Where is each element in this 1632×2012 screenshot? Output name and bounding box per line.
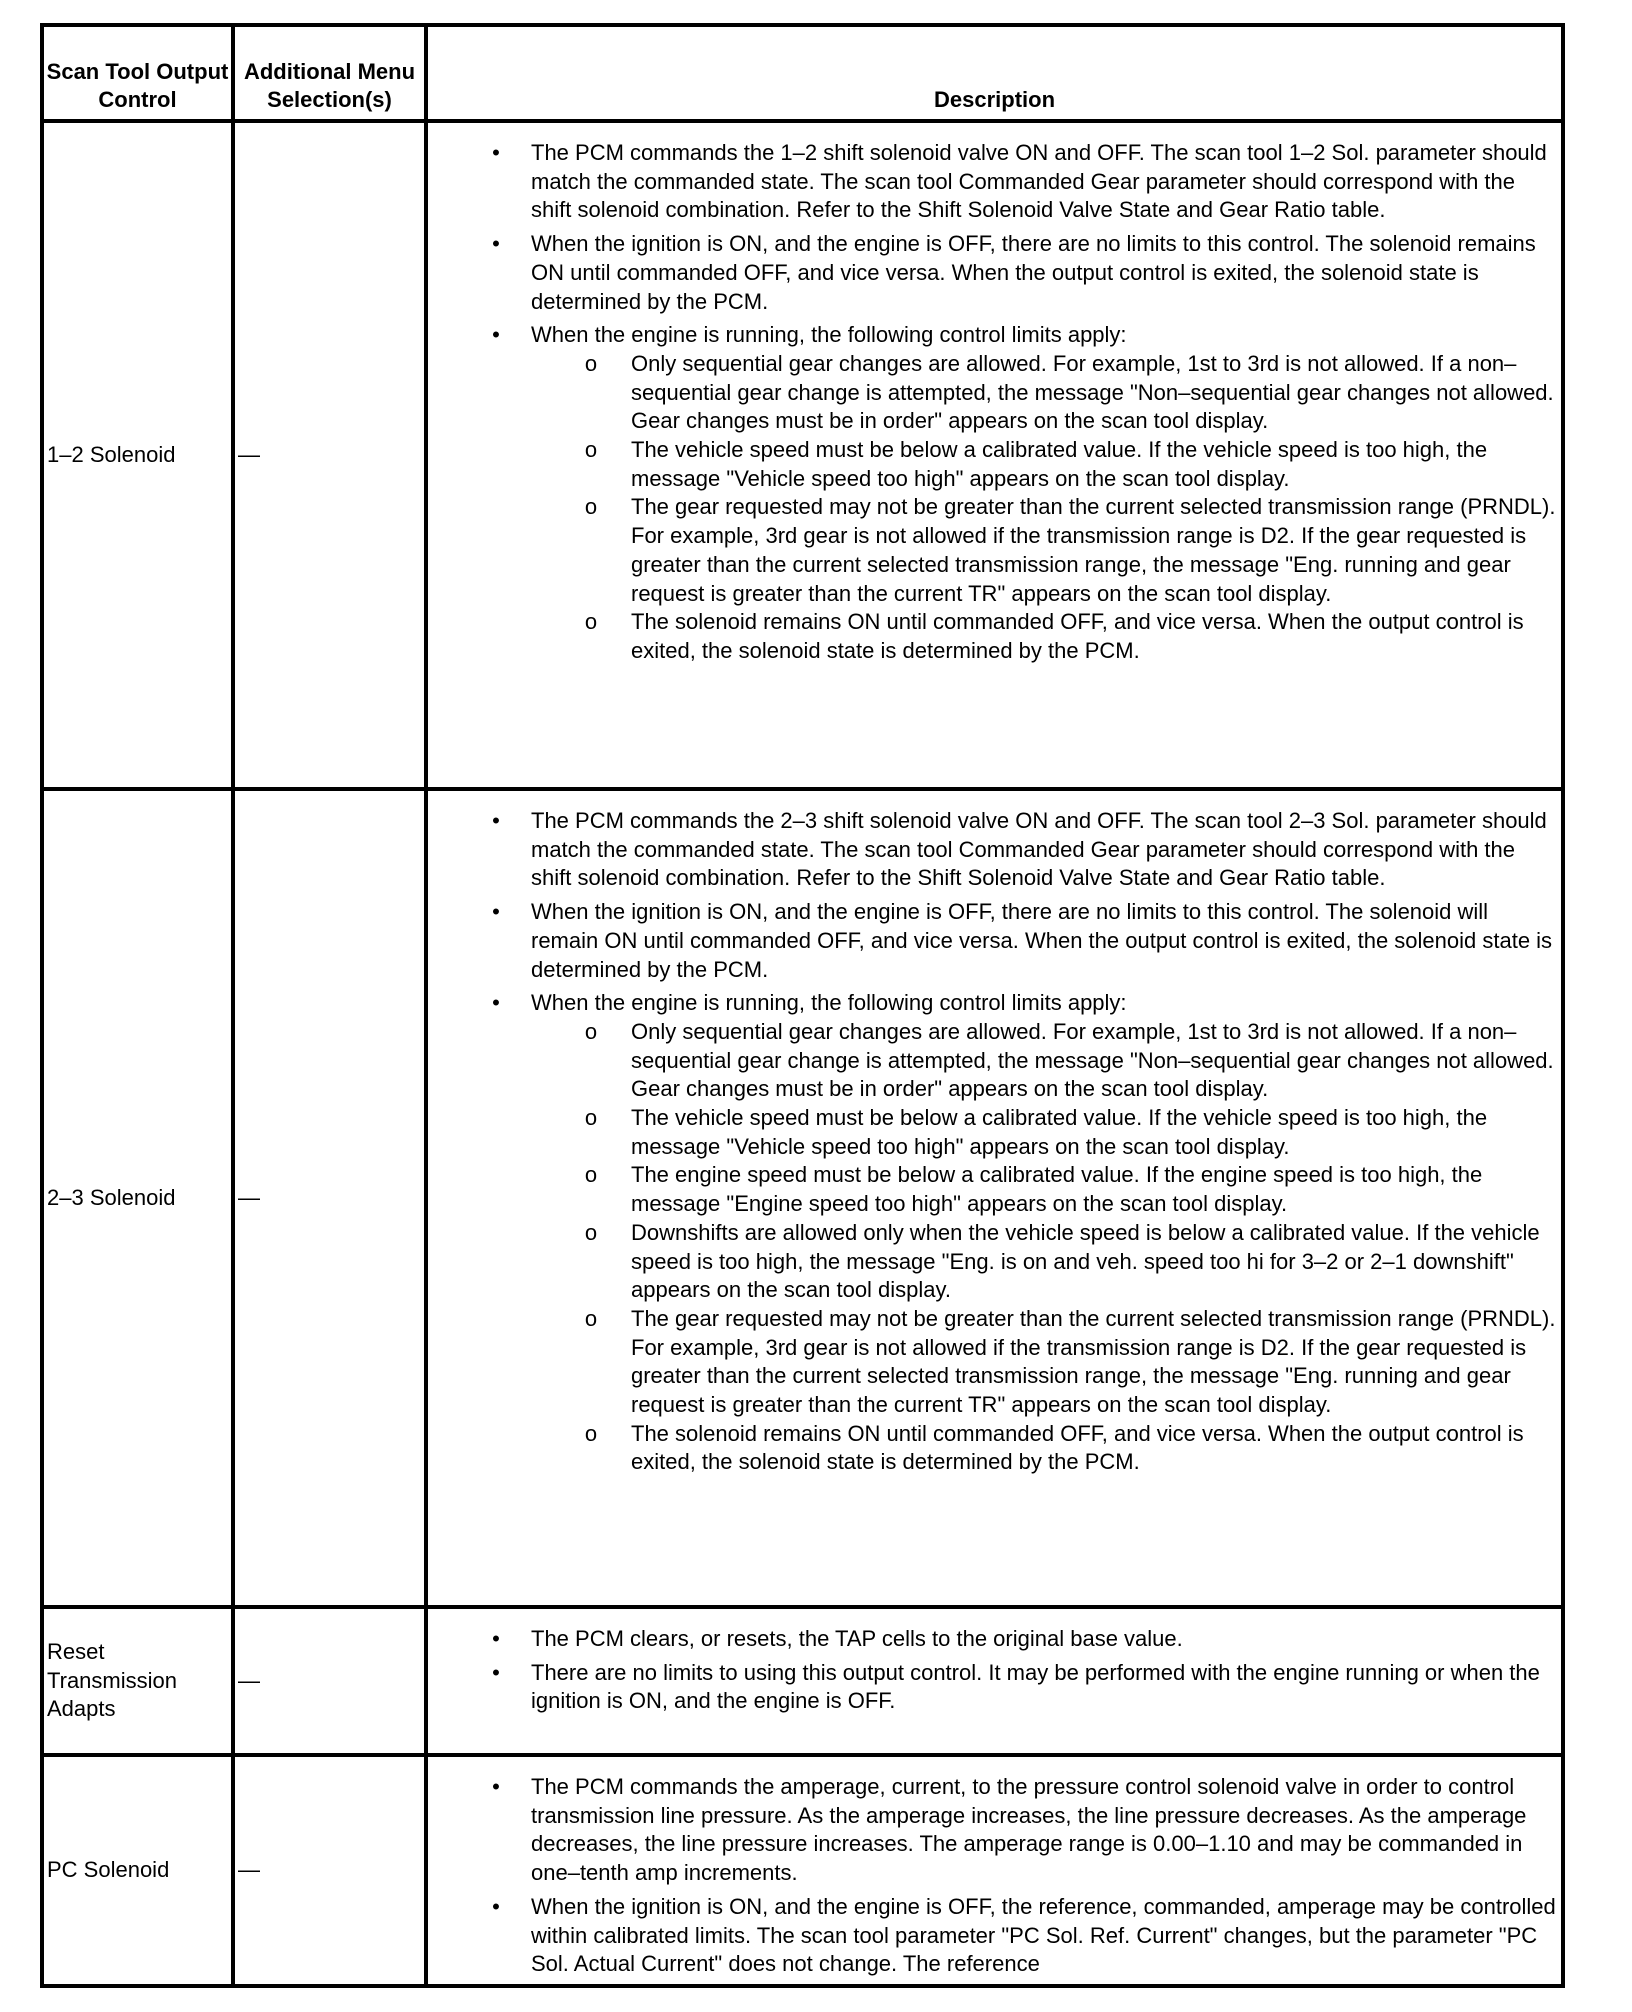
output-control-cell: 2–3 Solenoid [42,789,233,1607]
bullet-icon: • [492,1659,500,1685]
sub-bullet-text: The solenoid remains ON until commanded OFF, and vice versa. When the output control is exited, the solenoid state is determined by the PCM. [631,1420,1524,1475]
header-description: Description [426,25,1563,121]
bullet-list [428,139,1557,666]
bullet-text: The PCM clears, or resets, the TAP cells to the original base value. [531,1626,1183,1651]
output-control-cell: PC Solenoid [42,1755,233,1986]
sub-bullet-item [428,436,1557,493]
bullet-item [428,139,1557,225]
bullet-icon: • [492,899,500,925]
sub-bullet-text: The vehicle speed must be below a calibrated value. If the vehicle speed is too high, the message "Vehicle speed too high" appears on the scan tool display. [631,1105,1488,1159]
sub-bullet-text: Only sequential gear changes are allowed. For example, 1st to 3rd is not allowed. If a non–sequential gear change is attempted, the message "Non–sequential gear changes not allowed. Gear changes must be in order" appears on the scan tool display. [631,350,1554,434]
output-control-table [40,23,1565,1988]
output-control-cell: 1–2 Solenoid [42,121,233,789]
table-header-row [42,25,1563,121]
circle-bullet-icon: o [584,437,598,463]
circle-bullet-icon: o [584,1018,598,1044]
bullet-item [428,1773,1557,1888]
bullet-item [428,989,1557,1477]
bullet-item [428,807,1557,893]
bullet-icon: • [492,231,500,257]
bullet-list [428,1773,1557,1979]
table-row [42,1755,1563,1986]
bullet-item [428,321,1557,665]
bullet-text: The PCM commands the amperage, current, to the pressure control solenoid valve in order to control transmission line pressure. As the amperage increases, the line pressure decreases. As the amperage decreases, the line pressure increases. The amperage range is 0.00–1.10 and may be commanded in one–tenth amp increments. [531,1774,1527,1886]
bullet-text: When the engine is running, the following control limits apply: [531,322,1127,348]
bullet-icon: • [492,1774,500,1799]
menu-selection-cell: — [233,1607,426,1755]
sub-bullet-item [428,1305,1557,1420]
bullet-icon: • [492,990,500,1016]
sub-bullet-text: The gear requested may not be greater than the current selected transmission range (PRNDL). For example, 3rd gear is not allowed if the transmission range is D2. If the gear requested is greater than the current selected transmission range, the message "Eng. running and gear request is greater than the current TR" appears on the scan tool display. [631,1305,1556,1418]
sub-bullet-list [428,1018,1557,1477]
bullet-list [428,1625,1557,1716]
sub-bullet-item [428,1219,1557,1305]
menu-selection-cell: — [233,789,426,1607]
bullet-item [428,1625,1557,1654]
circle-bullet-icon: o [584,1105,598,1131]
sub-bullet-item [428,493,1557,608]
sub-bullet-item [428,1104,1557,1161]
menu-selection-cell: — [233,1755,426,1986]
sub-bullet-text: The gear requested may not be greater than the current selected transmission range (PRNDL). For example, 3rd gear is not allowed if the transmission range is D2. If the gear requested is greater than the current selected transmission range, the message "Eng. running and gear request is greater than the current TR" appears on the scan tool display. [631,494,1556,606]
bullet-text: There are no limits to using this output control. It may be performed with the engine running or when the ignition is ON, and the engine is OFF. [531,1659,1540,1714]
bullet-icon: • [492,808,500,833]
bullet-icon: • [492,322,500,348]
bullet-icon: • [492,1626,500,1651]
sub-bullet-item [428,350,1557,436]
circle-bullet-icon: o [584,1162,598,1188]
sub-bullet-text: Only sequential gear changes are allowed. For example, 1st to 3rd is not allowed. If a non–sequential gear change is attempted, the message "Non–sequential gear changes not allowed. Gear changes must be in order" appears on the scan tool display. [631,1018,1554,1102]
sub-bullet-item [428,608,1557,665]
table-row [42,121,1563,789]
bullet-text: When the ignition is ON, and the engine is OFF, there are no limits to this control. The solenoid remains ON until commanded OFF, and vice versa. When the output control is exited, the solenoid state is determined by the PCM. [531,231,1536,314]
circle-bullet-icon: o [584,1219,598,1245]
bullet-item [428,1893,1557,1979]
table-row [42,1607,1563,1755]
circle-bullet-icon: o [584,1420,598,1446]
description-cell [426,789,1563,1607]
circle-bullet-icon: o [584,609,598,635]
sub-bullet-text: The engine speed must be below a calibrated value. If the engine speed is too high, the message "Engine speed too high" appears on the scan tool display. [631,1162,1483,1217]
bullet-text: The PCM commands the 1–2 shift solenoid valve ON and OFF. The scan tool 1–2 Sol. parameter should match the commanded state. The scan tool Commanded Gear parameter should correspond with the shift solenoid combination. Refer to the Shift Solenoid Valve State and Gear Ratio table. [531,140,1547,223]
menu-selection-cell: — [233,121,426,789]
header-output-control: Scan Tool Output Control [42,25,233,121]
bullet-list [428,807,1557,1477]
description-cell [426,1607,1563,1755]
header-menu-selection: Additional Menu Selection(s) [233,25,426,121]
circle-bullet-icon: o [584,1305,598,1331]
table-row [42,789,1563,1607]
circle-bullet-icon: o [584,350,598,376]
circle-bullet-icon: o [584,494,598,520]
description-cell [426,1755,1563,1986]
bullet-icon: • [492,140,500,165]
sub-bullet-item [428,1420,1557,1477]
sub-bullet-text: Downshifts are allowed only when the vehicle speed is below a calibrated value. If the vehicle speed is too high, the message "Eng. is on and veh. speed too hi for 3–2 or 2–1 downshift" appears on the scan tool display. [631,1219,1540,1303]
bullet-text: When the engine is running, the following control limits apply: [531,990,1127,1016]
sub-bullet-item [428,1161,1557,1218]
sub-bullet-text: The solenoid remains ON until commanded OFF, and vice versa. When the output control is exited, the solenoid state is determined by the PCM. [631,609,1524,663]
bullet-text: When the ignition is ON, and the engine is OFF, there are no limits to this control. The solenoid will remain ON until commanded OFF, and vice versa. When the output control is exited, the solenoid state is determined by the PCM. [531,899,1553,982]
sub-bullet-list [428,350,1557,666]
bullet-item [428,1659,1557,1716]
description-cell [426,121,1563,789]
output-control-cell: Reset Transmission Adapts [42,1607,233,1755]
bullet-text: When the ignition is ON, and the engine is OFF, the reference, commanded, amperage may be controlled within calibrated limits. The scan tool parameter "PC Sol. Ref. Current" changes, but the parameter "PC Sol. Actual Current" does not change. The reference [531,1893,1556,1977]
bullet-icon: • [492,1893,500,1919]
table-body [42,121,1563,1986]
sub-bullet-text: The vehicle speed must be below a calibrated value. If the vehicle speed is too high, the message "Vehicle speed too high" appears on the scan tool display. [631,437,1488,491]
bullet-item [428,898,1557,984]
bullet-text: The PCM commands the 2–3 shift solenoid valve ON and OFF. The scan tool 2–3 Sol. parameter should match the commanded state. The scan tool Commanded Gear parameter should correspond with the shift solenoid combination. Refer to the Shift Solenoid Valve State and Gear Ratio table. [531,808,1547,891]
bullet-item [428,230,1557,316]
sub-bullet-item [428,1018,1557,1104]
